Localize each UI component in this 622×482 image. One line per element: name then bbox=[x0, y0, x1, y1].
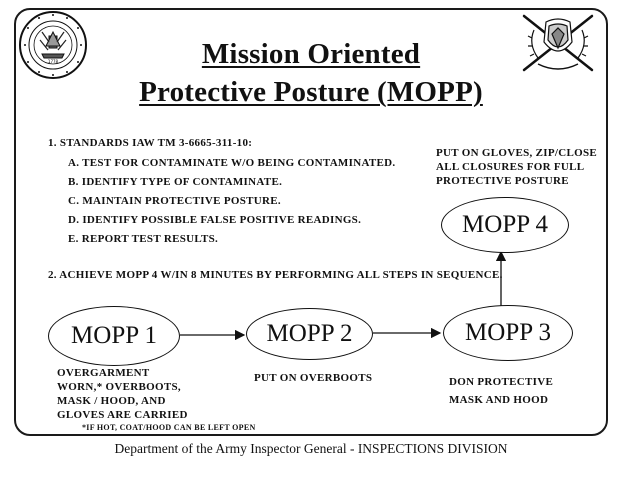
standard-item-b: B. IDENTIFY TYPE OF CONTAMINATE. bbox=[68, 176, 283, 188]
mopp2-label: MOPP 2 bbox=[266, 320, 353, 347]
mopp4-label: MOPP 4 bbox=[462, 211, 548, 238]
mopp3-description: DON PROTECTIVE MASK AND HOOD bbox=[449, 376, 554, 406]
mopp1-oval bbox=[48, 306, 180, 366]
standards-heading: 1. STANDARDS IAW TM 3-6665-311-10: bbox=[48, 137, 253, 149]
page-title-line2: Protective Posture (MOPP) bbox=[139, 76, 483, 108]
mopp4-description: PUT ON GLOVES, ZIP/CLOSE ALL CLOSURES FOR FULL PROTECTIVE POSTURE bbox=[436, 147, 598, 187]
mopp1-description: OVERGARMENT WORN,* OVERBOOTS, MASK / HOOD, AND GLOVES ARE CARRIED bbox=[57, 367, 188, 421]
achieve-instruction: 2. ACHIEVE MOPP 4 W/IN 8 MINUTES BY PERFORMING ALL STEPS IN SEQUENCE. bbox=[48, 269, 503, 281]
footnote: *IF HOT, COAT/HOOD CAN BE LEFT OPEN bbox=[82, 423, 256, 432]
mopp1-label: MOPP 1 bbox=[71, 322, 157, 349]
standard-item-c: C. MAINTAIN PROTECTIVE POSTURE. bbox=[68, 195, 281, 207]
mopp3-label: MOPP 3 bbox=[465, 319, 551, 346]
mopp4-oval bbox=[441, 197, 569, 253]
mopp3-oval bbox=[443, 305, 573, 361]
mopp2-oval bbox=[246, 308, 373, 360]
footer-text: Department of the Army Inspector General - INSPECTIONS DIVISION bbox=[114, 441, 508, 456]
standard-item-a: A. TEST FOR CONTAMINATE W/O BEING CONTAMINATED. bbox=[68, 157, 396, 169]
page-title-line1: Mission Oriented bbox=[201, 38, 421, 70]
standard-item-d: D. IDENTIFY POSSIBLE FALSE POSITIVE READINGS. bbox=[68, 214, 362, 226]
svg-text:1778: 1778 bbox=[47, 59, 59, 64]
standard-item-e: E. REPORT TEST RESULTS. bbox=[68, 233, 219, 245]
mopp2-description: PUT ON OVERBOOTS bbox=[254, 372, 373, 384]
